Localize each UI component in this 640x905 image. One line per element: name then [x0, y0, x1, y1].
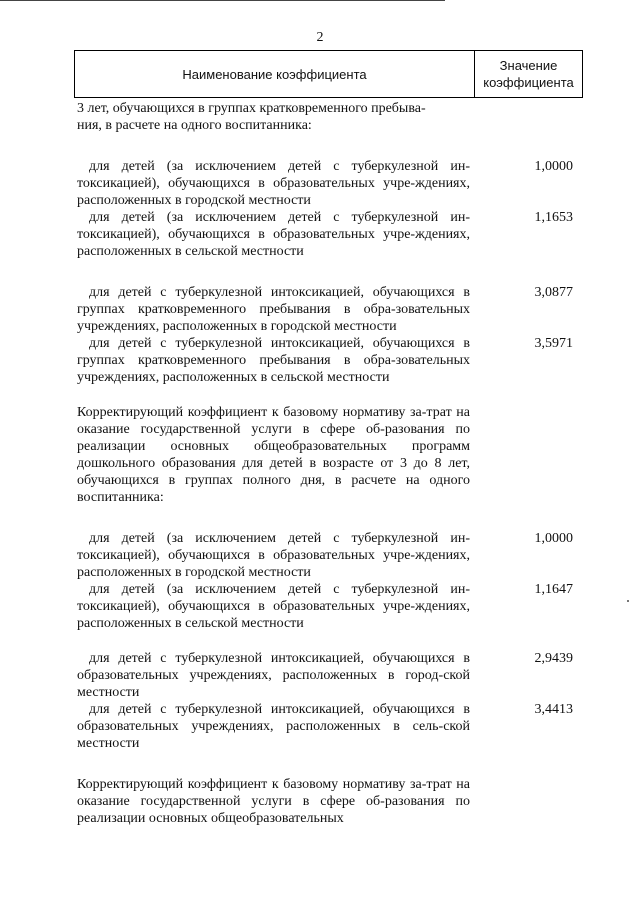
coefficient-row [77, 581, 583, 632]
coefficient-row [77, 335, 583, 386]
page-number: 2 [316, 30, 324, 45]
paragraph-heading: Корректирующий коэффициент к базовому нормативу за-трат на оказание государственной услуги в сфере об-разования по реализации основных общеобразовательных программ дошкольного образования для детей в возрасте от 3 до 8 лет, обучающихся в группах полного дня, в расчете на одного воспитанника: [77, 405, 470, 505]
coefficient-row [77, 530, 583, 581]
coefficient-value: 3,5971 [534, 336, 573, 351]
paragraph-heading: Корректирующий коэффициент к базовому нормативу за-трат на оказание государственной услуги в сфере об-разования по реализации основных общеобразовательных [77, 777, 470, 826]
intro-line: 3 лет, обучающихся в группах кратковременного пребыва- [77, 101, 426, 116]
scan-artifact-line [0, 0, 445, 1]
coefficient-description: для детей с туберкулезной интоксикацией, обучающихся в образовательных учреждениях, расположенных в сель-ской местности [77, 702, 470, 751]
header-coefficient-value [475, 51, 582, 97]
coefficient-description: для детей с туберкулезной интоксикацией, обучающихся в группах кратковременного пребывания в обра-зовательных учреждениях, расположенных в сельской местности [77, 336, 470, 385]
coefficient-description: для детей (за исключением детей с туберкулезной ин-токсикацией), обучающихся в образовательных учре-ждениях, расположенных в городской местности [77, 159, 470, 208]
coefficient-description: для детей с туберкулезной интоксикацией, обучающихся в образовательных учреждениях, расположенных в город-ской местности [77, 651, 470, 700]
coefficient-value: 1,1647 [534, 582, 573, 597]
coefficient-value: 2,9439 [534, 651, 573, 666]
coefficient-row [77, 650, 583, 701]
header-value-line1: Значение [499, 58, 558, 73]
coefficient-row [77, 209, 583, 260]
coefficient-value: 1,1653 [534, 210, 573, 225]
document-body [77, 100, 583, 827]
scan-artifact-dot [627, 600, 629, 602]
coefficient-row [77, 158, 583, 209]
coefficient-description: для детей с туберкулезной интоксикацией, обучающихся в группах кратковременного пребывания в обра-зовательных учреждениях, расположенных в городской местности [77, 285, 470, 334]
header-value-line2: коэффициента [483, 75, 574, 90]
coefficient-description: для детей (за исключением детей с туберкулезной ин-токсикацией), обучающихся в образовательных учре-ждениях, расположенных в городской местности [77, 531, 470, 580]
coefficient-value: 3,4413 [534, 702, 573, 717]
coefficient-value: 3,0877 [534, 285, 573, 300]
coefficient-row [77, 701, 583, 752]
coefficient-description: для детей (за исключением детей с туберкулезной ин-токсикацией), обучающихся в образовательных учре-ждениях, расположенных в сельской местности [77, 210, 470, 259]
coefficient-row [77, 284, 583, 335]
intro-line: ния, в расчете на одного воспитанника: [77, 118, 312, 133]
coefficient-value: 1,0000 [534, 531, 573, 546]
table-header [74, 50, 583, 98]
coefficient-value: 1,0000 [534, 159, 573, 174]
header-coefficient-name: Наименование коэффициента [75, 51, 475, 97]
coefficient-description: для детей (за исключением детей с туберкулезной ин-токсикацией), обучающихся в образовательных учре-ждениях, расположенных в сельской местности [77, 582, 470, 631]
